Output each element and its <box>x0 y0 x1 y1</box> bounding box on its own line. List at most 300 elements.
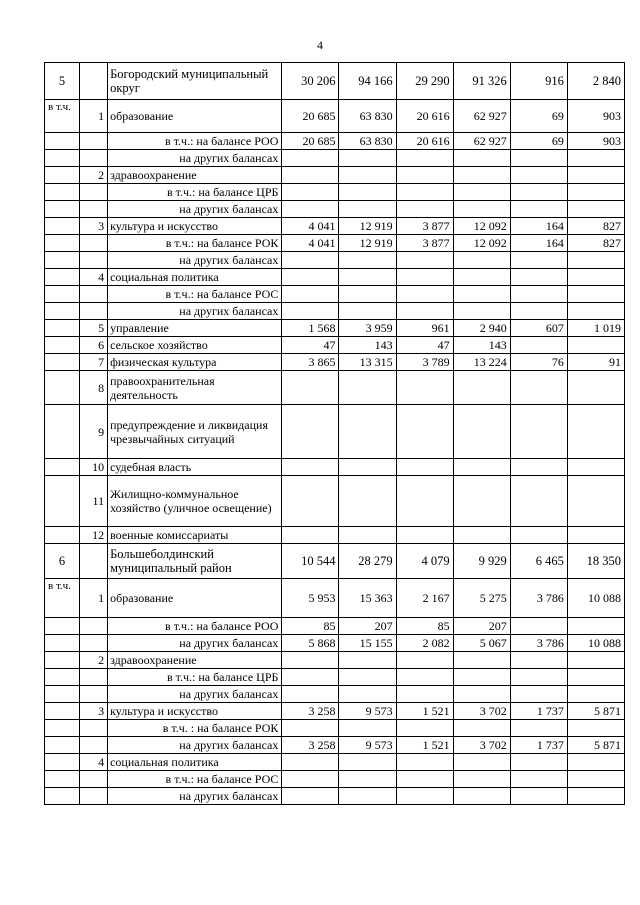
value-cell: 63 830 <box>339 133 396 150</box>
value-cell: 3 789 <box>396 354 453 371</box>
table-row <box>45 720 625 737</box>
value-cell <box>396 252 453 269</box>
item-index-cell <box>80 150 108 167</box>
item-index-cell <box>80 618 108 635</box>
value-cell <box>396 669 453 686</box>
value-cell: 4 041 <box>282 218 339 235</box>
row-number-cell <box>45 527 80 544</box>
value-cell <box>282 303 339 320</box>
item-index-cell <box>80 184 108 201</box>
row-number-cell <box>45 703 80 720</box>
value-cell <box>567 771 624 788</box>
value-cell: 143 <box>339 337 396 354</box>
value-cell <box>510 337 567 354</box>
value-cell: 164 <box>510 218 567 235</box>
value-cell: 607 <box>510 320 567 337</box>
row-number-cell <box>45 754 80 771</box>
row-number-cell <box>45 337 80 354</box>
row-label-cell: на других балансах <box>108 201 282 218</box>
table-row <box>45 320 625 337</box>
row-number-cell <box>45 252 80 269</box>
item-index-cell <box>80 201 108 218</box>
value-cell <box>453 720 510 737</box>
value-cell <box>510 405 567 459</box>
value-cell: 12 919 <box>339 218 396 235</box>
value-cell: 69 <box>510 100 567 133</box>
item-index-cell <box>80 303 108 320</box>
row-number-cell <box>45 184 80 201</box>
table-row <box>45 63 625 100</box>
item-index-cell: 11 <box>80 476 108 527</box>
value-cell <box>567 405 624 459</box>
value-cell <box>453 686 510 703</box>
table-row <box>45 788 625 805</box>
item-index-cell: 3 <box>80 218 108 235</box>
value-cell <box>396 720 453 737</box>
table-row <box>45 635 625 652</box>
value-cell <box>567 371 624 405</box>
value-cell: 62 927 <box>453 133 510 150</box>
table-row <box>45 184 625 201</box>
row-number-cell <box>45 235 80 252</box>
table-row <box>45 686 625 703</box>
value-cell <box>453 184 510 201</box>
row-label-cell: на других балансах <box>108 686 282 703</box>
value-cell: 69 <box>510 133 567 150</box>
value-cell: 3 877 <box>396 235 453 252</box>
value-cell <box>396 459 453 476</box>
value-cell <box>567 720 624 737</box>
item-index-cell: 4 <box>80 754 108 771</box>
value-cell <box>282 459 339 476</box>
value-cell <box>453 252 510 269</box>
value-cell <box>510 652 567 669</box>
value-cell: 85 <box>396 618 453 635</box>
value-cell <box>339 303 396 320</box>
table-row <box>45 771 625 788</box>
row-number-cell: в т.ч. <box>45 579 80 618</box>
value-cell <box>282 150 339 167</box>
row-label-cell: культура и искусство <box>108 218 282 235</box>
value-cell <box>567 150 624 167</box>
value-cell: 3 258 <box>282 703 339 720</box>
value-cell: 143 <box>453 337 510 354</box>
table-body <box>45 63 625 805</box>
value-cell: 903 <box>567 133 624 150</box>
value-cell: 6 465 <box>510 544 567 579</box>
value-cell <box>453 269 510 286</box>
row-number-cell <box>45 133 80 150</box>
value-cell <box>567 669 624 686</box>
value-cell <box>510 286 567 303</box>
value-cell: 3 702 <box>453 703 510 720</box>
value-cell: 76 <box>510 354 567 371</box>
row-label-cell: на других балансах <box>108 303 282 320</box>
value-cell: 903 <box>567 100 624 133</box>
item-index-cell: 10 <box>80 459 108 476</box>
table-row <box>45 371 625 405</box>
value-cell: 47 <box>282 337 339 354</box>
value-cell: 20 685 <box>282 100 339 133</box>
value-cell <box>396 754 453 771</box>
value-cell <box>396 771 453 788</box>
value-cell: 916 <box>510 63 567 100</box>
table-row <box>45 100 625 133</box>
row-label-cell: в т.ч. : на балансе РОК <box>108 720 282 737</box>
value-cell: 827 <box>567 235 624 252</box>
row-label-cell: в т.ч.: на балансе РОО <box>108 618 282 635</box>
value-cell: 29 290 <box>396 63 453 100</box>
value-cell <box>510 167 567 184</box>
value-cell: 4 041 <box>282 235 339 252</box>
row-number-cell <box>45 737 80 754</box>
item-index-cell: 8 <box>80 371 108 405</box>
value-cell <box>510 476 567 527</box>
table-row <box>45 150 625 167</box>
row-number-cell <box>45 405 80 459</box>
value-cell: 18 350 <box>567 544 624 579</box>
value-cell <box>396 476 453 527</box>
value-cell <box>396 527 453 544</box>
value-cell: 13 315 <box>339 354 396 371</box>
value-cell: 30 206 <box>282 63 339 100</box>
value-cell <box>396 150 453 167</box>
item-index-cell: 2 <box>80 652 108 669</box>
value-cell: 2 082 <box>396 635 453 652</box>
value-cell: 94 166 <box>339 63 396 100</box>
value-cell <box>510 686 567 703</box>
value-cell <box>339 527 396 544</box>
value-cell <box>282 527 339 544</box>
value-cell <box>339 754 396 771</box>
row-label-cell: сельское хозяйство <box>108 337 282 354</box>
value-cell <box>453 201 510 218</box>
value-cell <box>453 652 510 669</box>
value-cell <box>453 788 510 805</box>
table-row <box>45 737 625 754</box>
value-cell <box>339 405 396 459</box>
row-number-cell <box>45 669 80 686</box>
row-label-cell: на других балансах <box>108 252 282 269</box>
item-index-cell: 1 <box>80 100 108 133</box>
row-label-cell: на других балансах <box>108 737 282 754</box>
page-number: 4 <box>317 38 323 52</box>
value-cell <box>510 252 567 269</box>
value-cell <box>282 720 339 737</box>
value-cell <box>510 527 567 544</box>
value-cell: 20 616 <box>396 100 453 133</box>
item-index-cell <box>80 286 108 303</box>
row-label-cell: на других балансах <box>108 635 282 652</box>
value-cell <box>453 167 510 184</box>
value-cell: 2 840 <box>567 63 624 100</box>
table-row <box>45 303 625 320</box>
value-cell: 961 <box>396 320 453 337</box>
item-index-cell <box>80 771 108 788</box>
value-cell: 62 927 <box>453 100 510 133</box>
value-cell: 10 088 <box>567 635 624 652</box>
value-cell <box>339 286 396 303</box>
value-cell <box>339 150 396 167</box>
value-cell: 47 <box>396 337 453 354</box>
row-label-cell: управление <box>108 320 282 337</box>
value-cell <box>453 754 510 771</box>
item-index-cell: 12 <box>80 527 108 544</box>
value-cell: 91 <box>567 354 624 371</box>
value-cell <box>282 771 339 788</box>
row-number-cell <box>45 686 80 703</box>
value-cell: 13 224 <box>453 354 510 371</box>
value-cell <box>567 184 624 201</box>
value-cell <box>282 754 339 771</box>
table-row <box>45 201 625 218</box>
value-cell <box>567 286 624 303</box>
value-cell <box>282 686 339 703</box>
item-index-cell: 5 <box>80 320 108 337</box>
value-cell <box>282 476 339 527</box>
table-row <box>45 669 625 686</box>
value-cell: 10 544 <box>282 544 339 579</box>
row-label-cell: здравоохранение <box>108 652 282 669</box>
row-label-cell: культура и искусство <box>108 703 282 720</box>
value-cell <box>567 337 624 354</box>
value-cell <box>282 167 339 184</box>
value-cell <box>282 652 339 669</box>
row-number-cell <box>45 303 80 320</box>
row-label-cell: в т.ч.: на балансе РОС <box>108 771 282 788</box>
table-row <box>45 405 625 459</box>
item-index-cell <box>80 737 108 754</box>
row-number-cell <box>45 459 80 476</box>
value-cell: 15 363 <box>339 579 396 618</box>
row-label-cell: судебная власть <box>108 459 282 476</box>
value-cell <box>567 686 624 703</box>
row-label-cell: здравоохранение <box>108 167 282 184</box>
value-cell: 10 088 <box>567 579 624 618</box>
value-cell: 1 737 <box>510 737 567 754</box>
value-cell: 3 877 <box>396 218 453 235</box>
row-number-cell <box>45 618 80 635</box>
table-row <box>45 652 625 669</box>
value-cell: 5 953 <box>282 579 339 618</box>
table-row <box>45 754 625 771</box>
value-cell: 28 279 <box>339 544 396 579</box>
value-cell <box>339 788 396 805</box>
value-cell: 3 786 <box>510 579 567 618</box>
row-number-cell <box>45 150 80 167</box>
value-cell: 1 737 <box>510 703 567 720</box>
item-index-cell <box>80 669 108 686</box>
value-cell <box>567 201 624 218</box>
item-index-cell <box>80 544 108 579</box>
value-cell: 9 929 <box>453 544 510 579</box>
row-number-cell <box>45 320 80 337</box>
row-number-cell <box>45 286 80 303</box>
value-cell <box>567 459 624 476</box>
item-index-cell: 2 <box>80 167 108 184</box>
value-cell <box>339 252 396 269</box>
item-index-cell: 9 <box>80 405 108 459</box>
value-cell <box>510 771 567 788</box>
value-cell <box>396 371 453 405</box>
value-cell <box>282 184 339 201</box>
row-label-cell: Богородский муниципальный округ <box>108 63 282 100</box>
item-index-cell <box>80 63 108 100</box>
row-label-cell: Жилищно-коммунальное хозяйство (уличное освещение) <box>108 476 282 527</box>
item-index-cell: 6 <box>80 337 108 354</box>
table-row <box>45 476 625 527</box>
row-label-cell: в т.ч.: на балансе ЦРБ <box>108 669 282 686</box>
value-cell <box>567 754 624 771</box>
value-cell: 20 685 <box>282 133 339 150</box>
value-cell <box>453 459 510 476</box>
value-cell <box>453 771 510 788</box>
row-label-cell: образование <box>108 579 282 618</box>
value-cell <box>282 788 339 805</box>
value-cell <box>339 652 396 669</box>
table-row <box>45 286 625 303</box>
row-number-cell <box>45 269 80 286</box>
value-cell <box>282 201 339 218</box>
value-cell <box>396 788 453 805</box>
row-label-cell: образование <box>108 100 282 133</box>
value-cell <box>396 405 453 459</box>
value-cell: 5 275 <box>453 579 510 618</box>
row-number-cell: в т.ч. <box>45 100 80 133</box>
value-cell: 63 830 <box>339 100 396 133</box>
item-index-cell <box>80 252 108 269</box>
row-number-cell <box>45 218 80 235</box>
value-cell <box>282 269 339 286</box>
row-number-cell <box>45 771 80 788</box>
item-index-cell: 1 <box>80 579 108 618</box>
value-cell: 5 868 <box>282 635 339 652</box>
value-cell: 91 326 <box>453 63 510 100</box>
value-cell <box>510 720 567 737</box>
table-row <box>45 167 625 184</box>
row-number-cell <box>45 788 80 805</box>
row-number-cell <box>45 371 80 405</box>
value-cell <box>339 184 396 201</box>
value-cell: 15 155 <box>339 635 396 652</box>
value-cell <box>510 618 567 635</box>
value-cell: 827 <box>567 218 624 235</box>
value-cell <box>396 269 453 286</box>
value-cell <box>282 669 339 686</box>
value-cell <box>339 771 396 788</box>
value-cell: 12 092 <box>453 218 510 235</box>
table-row <box>45 269 625 286</box>
value-cell <box>339 720 396 737</box>
row-label-cell: социальная политика <box>108 269 282 286</box>
value-cell: 3 786 <box>510 635 567 652</box>
item-index-cell: 7 <box>80 354 108 371</box>
value-cell <box>567 652 624 669</box>
value-cell <box>453 303 510 320</box>
value-cell <box>567 476 624 527</box>
value-cell <box>453 371 510 405</box>
value-cell <box>453 405 510 459</box>
table-row <box>45 218 625 235</box>
value-cell <box>282 405 339 459</box>
table-row <box>45 618 625 635</box>
value-cell <box>453 286 510 303</box>
value-cell <box>510 184 567 201</box>
row-label-cell: в т.ч.: на балансе РОС <box>108 286 282 303</box>
value-cell <box>510 754 567 771</box>
item-index-cell: 3 <box>80 703 108 720</box>
value-cell: 164 <box>510 235 567 252</box>
table-row <box>45 133 625 150</box>
value-cell <box>396 201 453 218</box>
value-cell: 1 521 <box>396 703 453 720</box>
value-cell <box>567 269 624 286</box>
value-cell: 9 573 <box>339 737 396 754</box>
value-cell <box>339 669 396 686</box>
item-index-cell <box>80 235 108 252</box>
row-label-cell: на других балансах <box>108 150 282 167</box>
value-cell: 4 079 <box>396 544 453 579</box>
budget-table <box>44 62 625 805</box>
value-cell: 1 521 <box>396 737 453 754</box>
value-cell <box>282 286 339 303</box>
row-number-cell <box>45 635 80 652</box>
row-label-cell: военные комиссариаты <box>108 527 282 544</box>
item-index-cell <box>80 635 108 652</box>
value-cell: 5 871 <box>567 737 624 754</box>
value-cell: 12 092 <box>453 235 510 252</box>
value-cell: 3 865 <box>282 354 339 371</box>
value-cell: 20 616 <box>396 133 453 150</box>
row-number-cell <box>45 354 80 371</box>
value-cell <box>339 371 396 405</box>
value-cell: 2 940 <box>453 320 510 337</box>
row-number-cell <box>45 476 80 527</box>
table-row <box>45 337 625 354</box>
value-cell <box>510 269 567 286</box>
row-number-cell: 5 <box>45 63 80 100</box>
value-cell <box>396 167 453 184</box>
value-cell: 9 573 <box>339 703 396 720</box>
value-cell: 1 568 <box>282 320 339 337</box>
value-cell: 3 959 <box>339 320 396 337</box>
row-label-cell: в т.ч.: на балансе ЦРБ <box>108 184 282 201</box>
value-cell: 5 871 <box>567 703 624 720</box>
value-cell <box>510 303 567 320</box>
value-cell <box>510 150 567 167</box>
value-cell: 207 <box>453 618 510 635</box>
row-label-cell: социальная политика <box>108 754 282 771</box>
value-cell <box>396 686 453 703</box>
row-label-cell: предупреждение и ликвидация чрезвычайных ситуаций <box>108 405 282 459</box>
value-cell <box>567 303 624 320</box>
row-label-cell: Большеболдинский муниципальный район <box>108 544 282 579</box>
value-cell <box>396 286 453 303</box>
value-cell <box>339 167 396 184</box>
value-cell: 12 919 <box>339 235 396 252</box>
value-cell <box>510 669 567 686</box>
value-cell <box>453 150 510 167</box>
row-number-cell: 6 <box>45 544 80 579</box>
value-cell <box>339 686 396 703</box>
value-cell <box>453 669 510 686</box>
value-cell <box>567 167 624 184</box>
value-cell <box>339 459 396 476</box>
table-row <box>45 235 625 252</box>
value-cell <box>282 371 339 405</box>
table-row <box>45 354 625 371</box>
value-cell: 207 <box>339 618 396 635</box>
